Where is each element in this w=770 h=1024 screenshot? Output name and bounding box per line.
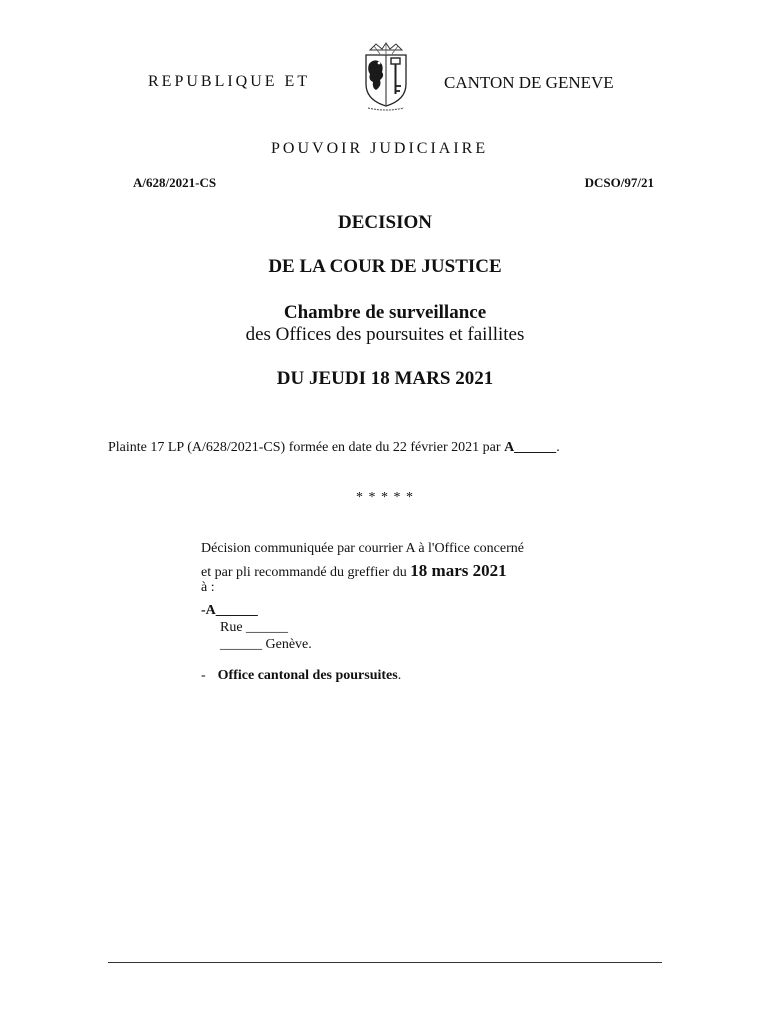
recipient-street: Rue ______ [220, 620, 289, 635]
decision-title: DECISION [338, 212, 432, 233]
header-left: REPUBLIQUE ET [148, 73, 311, 90]
court-title: DE LA COUR DE JUSTICE [268, 256, 502, 277]
communication-date: 18 mars 2021 [410, 561, 507, 580]
communication-line-2 [201, 561, 507, 581]
chamber-subtitle: des Offices des poursuites et faillites [245, 324, 525, 345]
decision-reference: DCSO/97/21 [584, 175, 654, 190]
complaint-end: . [556, 440, 560, 455]
recipient-name: -A______ [201, 603, 258, 618]
chamber-title: Chambre de surveillance [283, 302, 487, 323]
office-recipient [201, 668, 401, 684]
case-reference: A/628/2021-CS [133, 175, 217, 190]
communication-text: et par pli recommandé du greffier du [201, 565, 411, 580]
communication-line-1: Décision communiquée par courrier A à l'Office concerné [201, 541, 524, 556]
institution-name: POUVOIR JUDICIAIRE [271, 140, 489, 157]
office-dash: - [201, 668, 206, 683]
header-right: CANTON DE GENEVE [444, 73, 614, 92]
recipient-city: ______ Genève. [220, 637, 312, 652]
geneva-coat-of-arms-icon [360, 42, 412, 112]
complaint-text: Plainte 17 LP (A/628/2021-CS) formée en date du 22 février 2021 par [108, 440, 505, 455]
decision-date: DU JEUDI 18 MARS 2021 [276, 368, 494, 389]
office-name: Office cantonal des poursuites [217, 668, 398, 683]
footer-rule [108, 962, 662, 963]
complaint-line [108, 440, 560, 456]
communication-line-3: à : [201, 580, 215, 595]
office-end: . [397, 668, 402, 683]
separator: * * * * * [356, 490, 414, 505]
complaint-party: A______ [504, 440, 557, 455]
